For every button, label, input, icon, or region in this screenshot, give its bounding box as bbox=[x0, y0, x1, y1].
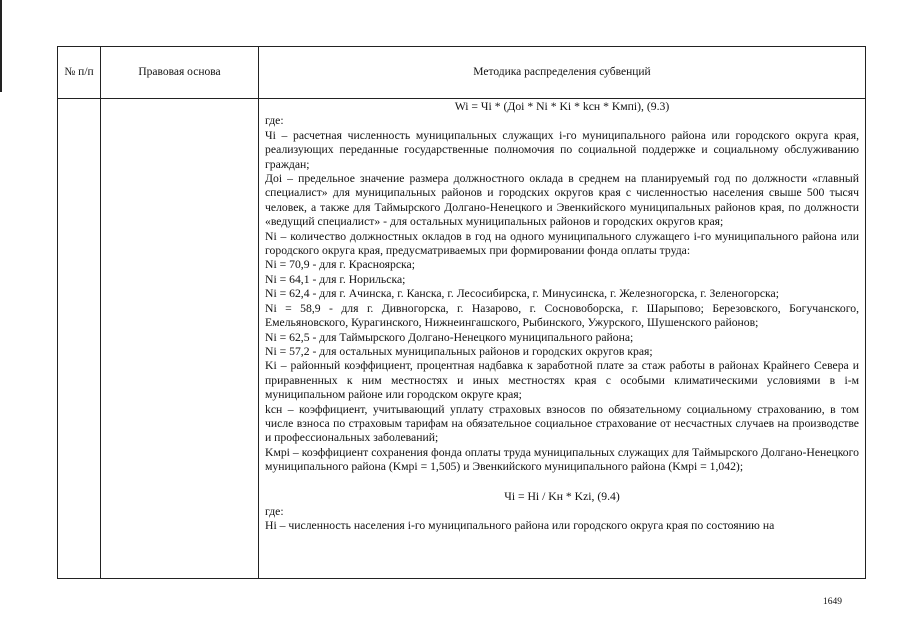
definition-chi: Чi – расчетная численность муниципальных служащих i-го муниципального района или городского округа края, реализующих переданные государственные полномочия по социальной поддержке и социальному обслуживанию граждан; bbox=[265, 128, 859, 171]
cell-number bbox=[58, 99, 101, 579]
cell-methodology bbox=[259, 99, 866, 579]
header-methodology: Методика распределения субвенций bbox=[259, 47, 866, 99]
formula-9-3: Wi = Чi * (Дoi * Ni * Ki * kсн * Kмпi), (9.3) bbox=[454, 100, 670, 113]
scan-edge-mark bbox=[0, 0, 2, 92]
subvention-table bbox=[57, 46, 866, 579]
definition-doi: Дoi – предельное значение размера должностного оклада в среднем на планируемый год по должности «главный специалист» для муниципальных районов и городских округов края с численностью населения свыше 500 тысяч человек, а также для Таймырского Долгано-Ненецкого и Эвенкийского муниципальных районов края, по должности «ведущий специалист» - для остальных муниципальных районов и городских округов края; bbox=[265, 172, 859, 229]
definition-ni: Ni – количество должностных окладов в год на одного муниципального служащего i-го муниципального района или городского округа края, предусматриваемых при формировании фонда оплаты труда: bbox=[265, 229, 859, 258]
where-label: где: bbox=[265, 114, 284, 128]
ni-value-norilsk: Ni = 64,1 - для г. Норильска; bbox=[265, 272, 406, 286]
ni-value-others: Ni = 57,2 - для остальных муниципальных районов и городских округов края; bbox=[265, 344, 653, 358]
ni-value-divnogorsk-group: Ni = 58,9 - для г. Дивногорска, г. Назарово, г. Сосновоборска, г. Шарыпово; Березовского, Богучанского, Емельяновского, Курагинского, Нижнеингашского, Рыбинского, Ужурского, Шушенского районов; bbox=[265, 301, 859, 330]
definition-kmri: Kмрi – коэффициент сохранения фонда оплаты труда муниципальных служащих для Таймырского Долгано-Ненецкого муниципального района (Kмрi = 1,505) и Эвенкийского муниципального района (Kмрi = 1,042); bbox=[265, 445, 859, 474]
definition-ksn: kсн – коэффициент, учитывающий уплату страховых взносов по обязательному социальному страхованию, в том числе взноса по страховым тарифам на обязательное социальное страхование от несчастных случаев на производстве и профессиональных заболеваний; bbox=[265, 402, 859, 445]
cell-legal-basis bbox=[101, 99, 259, 579]
header-number: № п/п bbox=[58, 47, 101, 99]
formula-9-4: Чi = Hi / Kн * Kzi, (9.4) bbox=[504, 489, 620, 503]
methodology-text bbox=[259, 99, 865, 578]
table-header-row bbox=[58, 47, 866, 99]
definition-ki: Ki – районный коэффициент, процентная надбавка к заработной плате за стаж работы в районах Крайнего Севера и приравненных к ним местностях и иных местностях края с особыми климатическими условиями в i-м муниципальном районе или городском округе края; bbox=[265, 359, 859, 402]
where-label-2: где: bbox=[265, 504, 284, 518]
ni-value-achinsk-group: Ni = 62,4 - для г. Ачинска, г. Канска, г. Лесосибирска, г. Минусинска, г. Железногорска, г. Зеленогорска; bbox=[265, 287, 779, 301]
ni-value-taimyr: Ni = 62,5 - для Таймырского Долгано-Ненецкого муниципального района; bbox=[265, 330, 634, 344]
definition-hi: Hi – численность населения i-го муниципального района или городского округа края по состоянию на bbox=[265, 518, 775, 532]
table-row bbox=[58, 99, 866, 579]
page-number: 1649 bbox=[823, 597, 842, 607]
header-legal-basis: Правовая основа bbox=[101, 47, 259, 99]
ni-value-krasnoyarsk: Ni = 70,9 - для г. Красноярска; bbox=[265, 258, 415, 272]
